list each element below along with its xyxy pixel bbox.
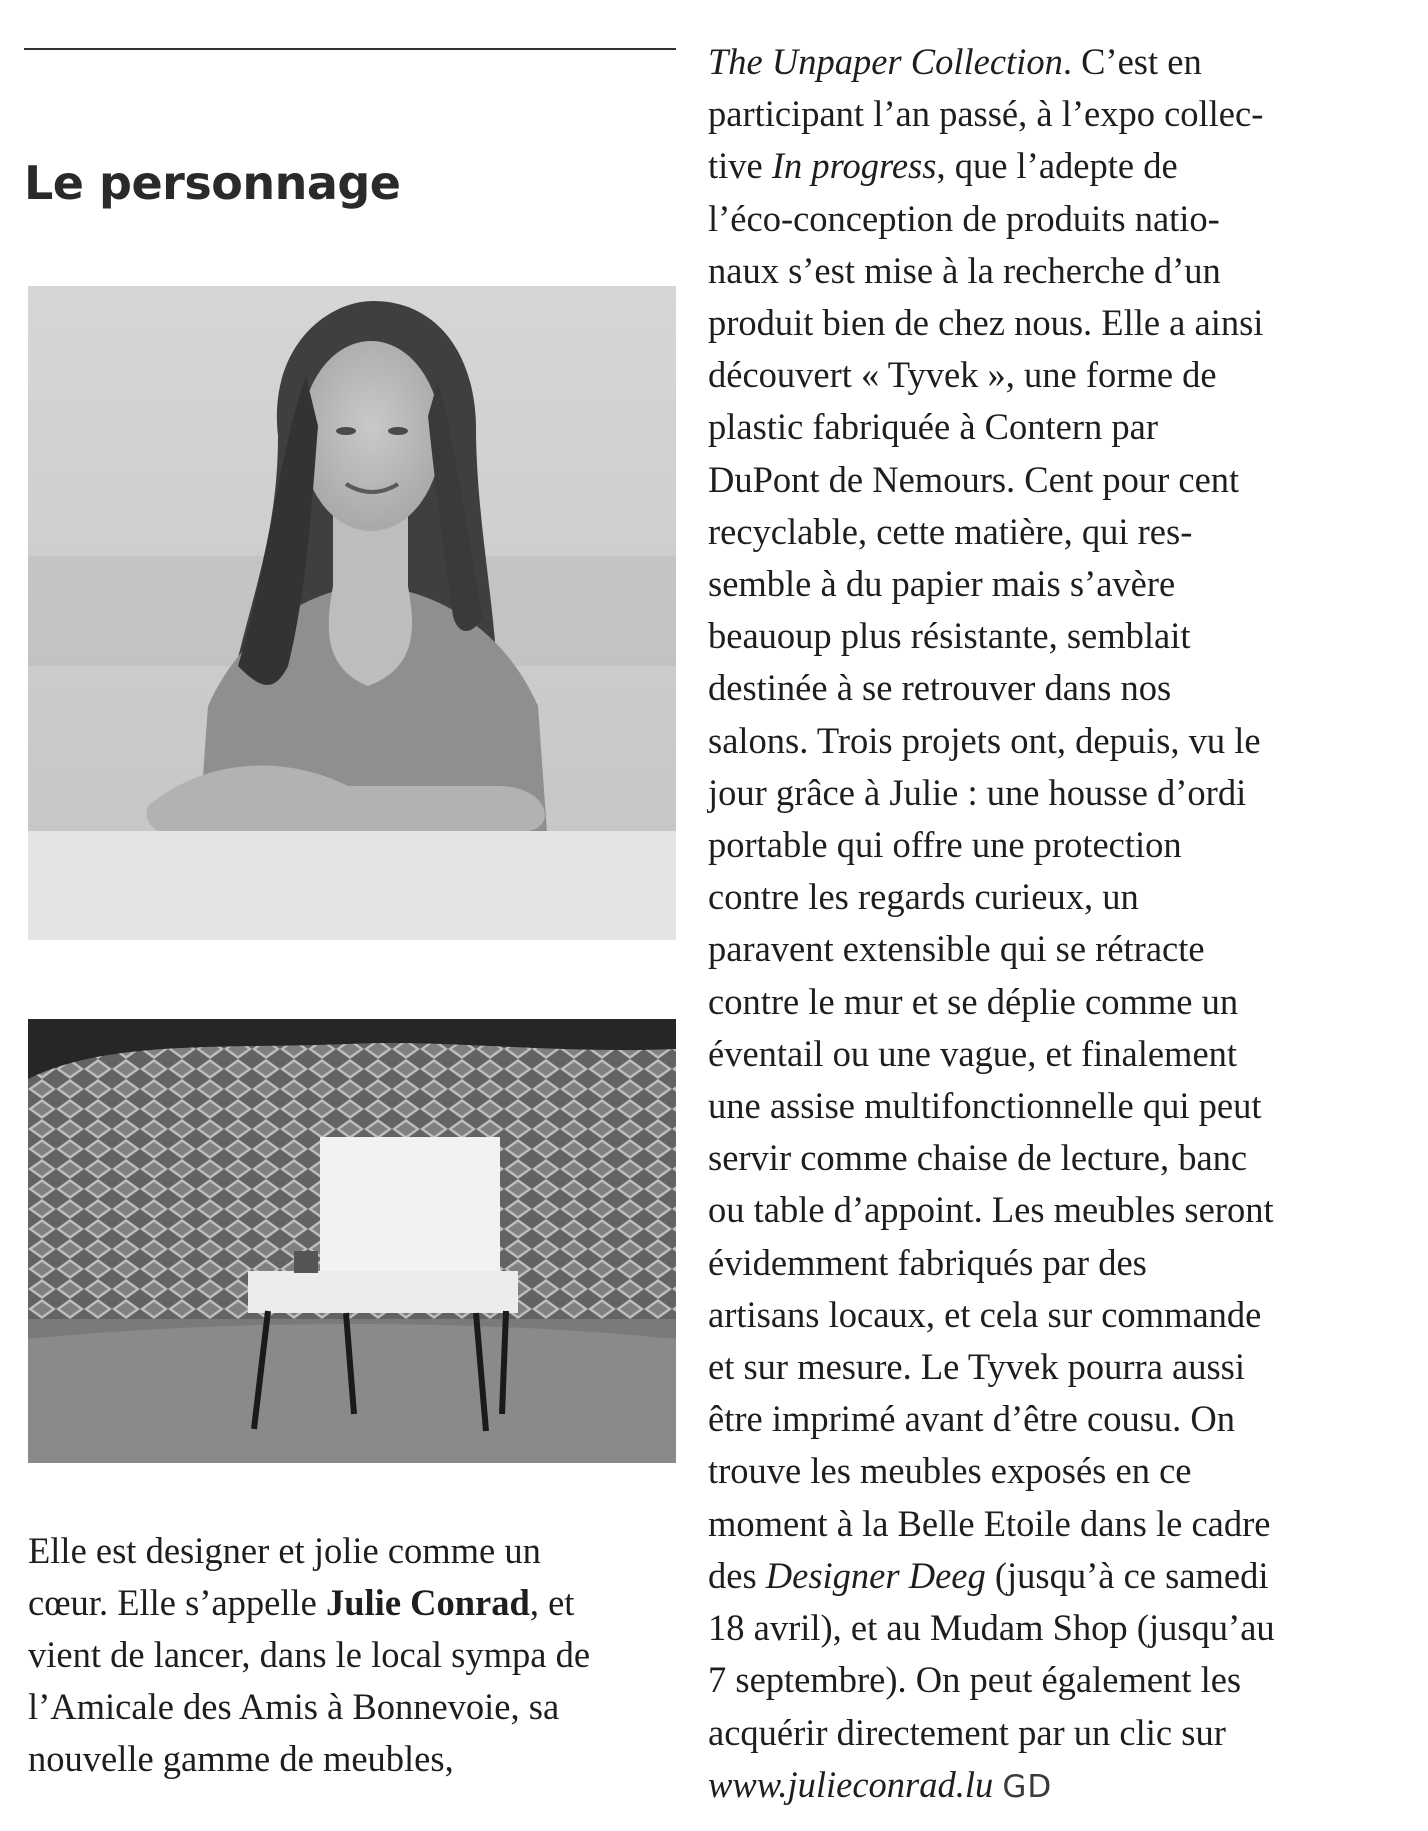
body-line: contre le mur et se déplie comme un — [708, 980, 1239, 1022]
body-line: ou table d’appoint. Les meubles seront — [708, 1189, 1274, 1231]
collection-title: The Unpaper Collection — [708, 41, 1063, 82]
body-line: destinée à se retrouver dans nos — [708, 667, 1172, 709]
author-signature: GD — [1002, 1768, 1053, 1805]
body-line: participant l’an passé, à l’expo collec- — [708, 93, 1264, 135]
body-line: plastic fabriquée à Contern par — [708, 406, 1158, 448]
body-line: paravent extensible qui se rétracte — [708, 928, 1205, 970]
body-line: produit bien de chez nous. Elle a ainsi — [708, 302, 1264, 344]
body-line: des Designer Deeg (jusqu’à ce samedi — [708, 1554, 1269, 1596]
intro-line: nouvelle gamme de meubles, — [28, 1738, 454, 1779]
intro-paragraph — [28, 1525, 688, 1785]
intro-line: cœur. Elle s’appelle — [28, 1582, 326, 1623]
top-rule — [24, 48, 676, 50]
body-line: jour grâce à Julie : une housse d’ordi — [708, 771, 1247, 813]
body-line: artisans locaux, et cela sur commande — [708, 1293, 1262, 1335]
intro-line: l’Amicale des Amis à Bonnevoie, sa — [28, 1686, 560, 1727]
body-line: naux s’est mise à la recherche d’un — [708, 249, 1221, 291]
body-line: servir comme chaise de lecture, banc — [708, 1137, 1248, 1179]
body-line: beauoup plus résistante, semblait — [708, 615, 1191, 657]
body-line: The Unpaper Collection. C’est en — [708, 41, 1202, 82]
body-line: découvert « Tyvek », une forme de — [708, 354, 1217, 396]
intro-line: , et — [529, 1582, 575, 1623]
body-line: DuPont de Nemours. Cent pour cent — [708, 458, 1240, 500]
article-body — [708, 36, 1368, 1813]
body-line: être imprimé avant d’être cousu. On — [708, 1398, 1236, 1440]
body-line: évidemment fabriqués par des — [708, 1241, 1147, 1283]
intro-line: vient de lancer, dans le local sympa de — [28, 1634, 591, 1675]
body-line: une assise multifonctionnelle qui peut — [708, 1085, 1262, 1127]
body-line: acquérir directement par un clic sur — [708, 1711, 1226, 1753]
body-line: semble à du papier mais s’avère — [708, 563, 1176, 605]
body-line: 7 septembre). On peut également les — [708, 1659, 1242, 1701]
body-line: l’éco-conception de produits natio- — [708, 197, 1220, 239]
body-line: moment à la Belle Etoile dans le cadre — [708, 1502, 1271, 1544]
body-line: salons. Trois projets ont, depuis, vu le — [708, 719, 1261, 761]
expo-title: In progress — [771, 145, 937, 187]
body-line — [708, 1759, 1368, 1813]
body-line: et sur mesure. Le Tyvek pourra aussi — [708, 1346, 1246, 1388]
portrait-photo — [28, 286, 676, 940]
body-line: recyclable, cette matière, qui res- — [708, 510, 1193, 552]
website-link[interactable]: www.julieconrad.lu — [708, 1763, 994, 1805]
designer-name: Julie Conrad — [325, 1582, 530, 1623]
intro-line: Elle est designer et jolie comme un — [28, 1530, 541, 1571]
body-line: éventail ou une vague, et finalement — [708, 1032, 1238, 1074]
bench-photo — [28, 1019, 676, 1463]
body-line: 18 avril), et au Mudam Shop (jusqu’au — [708, 1607, 1275, 1649]
section-title: Le personnage — [24, 156, 401, 210]
body-line: trouve les meubles exposés en ce — [708, 1450, 1192, 1492]
body-line: portable qui offre une protection — [708, 824, 1182, 866]
body-line: tive In progress, que l’adepte de — [708, 145, 1178, 187]
body-line: contre les regards curieux, un — [708, 876, 1139, 918]
event-title: Designer Deeg — [765, 1554, 986, 1596]
